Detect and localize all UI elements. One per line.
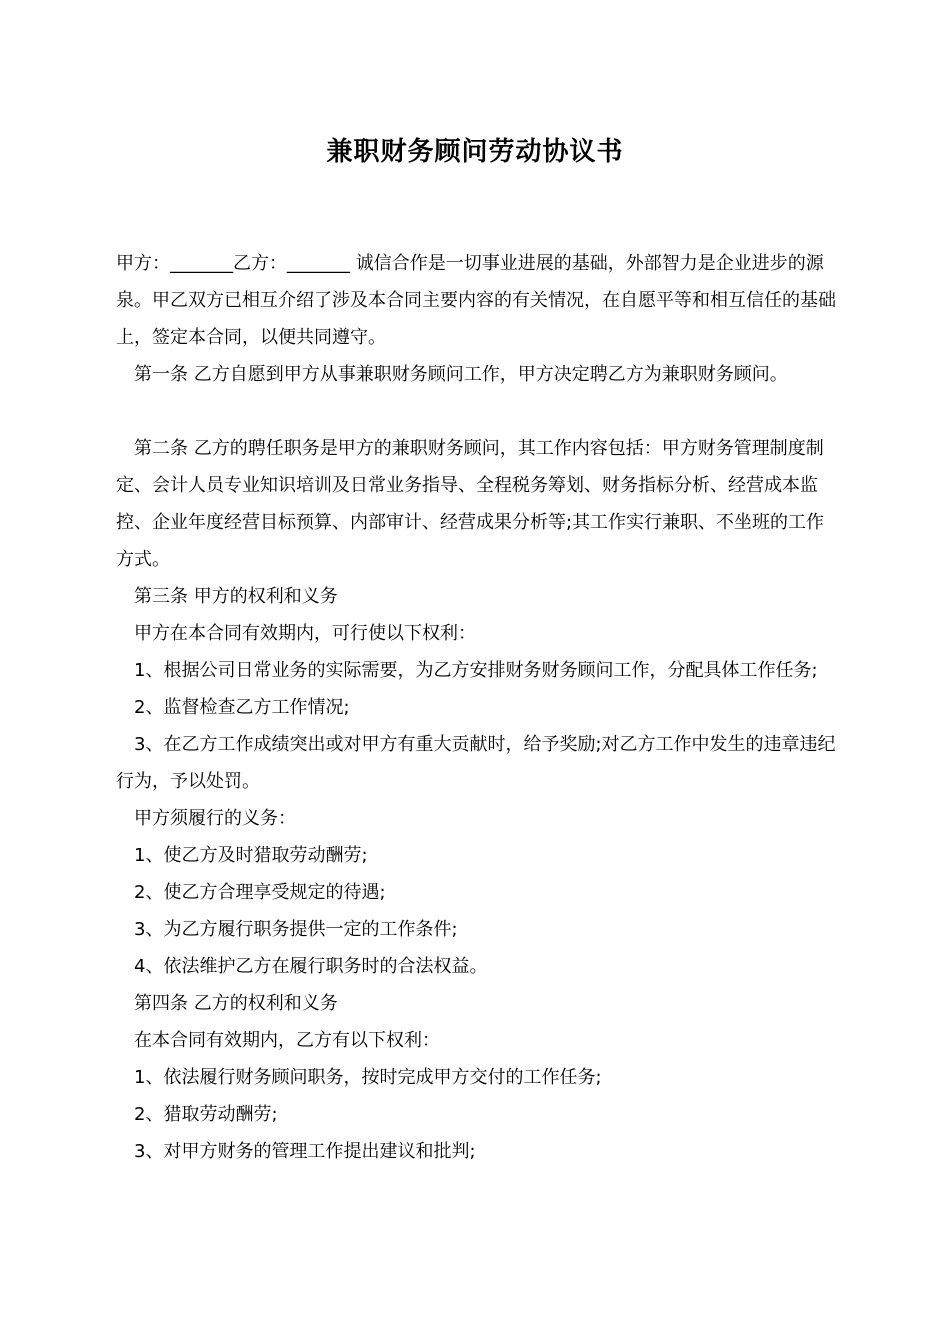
article-2: 第二条 乙方的聘任职务是甲方的兼职财务顾问，其工作内容包括：甲方财务管理制度制定、会计人员专业知识培训及日常业务指导、全程税务筹划、财务指标分析、经营成本监控、企业年度经营目标预算、内部审计、经营成果分析等;其工作实行兼职、不坐班的工作方式。: [116, 438, 825, 570]
article-1: 第一条 乙方自愿到甲方从事兼职财务顾问工作，甲方决定聘乙方为兼职财务顾问。: [134, 364, 788, 385]
party-b-right-1: 1、依法履行财务顾问职务，按时完成甲方交付的工作任务;: [134, 1067, 602, 1088]
party-a-right-2: 2、监督检查乙方工作情况;: [134, 697, 350, 718]
party-a-obligation-1: 1、使乙方及时猎取劳动酬劳;: [134, 845, 368, 866]
article-3-heading: 第三条 甲方的权利和义务: [134, 586, 338, 607]
party-a-right-3: 3、在乙方工作成绩突出或对甲方有重大贡献时，给予奖励;对乙方工作中发生的违章违纪行为，予以处罚。: [116, 734, 836, 792]
article-4-heading: 第四条 乙方的权利和义务: [134, 993, 338, 1014]
document-body: [116, 245, 838, 1170]
party-a-rights-intro: 甲方在本合同有效期内，可行使以下权利：: [134, 623, 476, 644]
party-b-right-3: 3、对甲方财务的管理工作提出建议和批判;: [134, 1141, 476, 1162]
party-a-obligation-3: 3、为乙方履行职务提供一定的工作条件;: [134, 919, 458, 940]
document-title: 兼职财务顾问劳动协议书: [326, 137, 624, 167]
intro-paragraph: 甲方：_______乙方：_______ 诚信合作是一切事业进展的基础，外部智力是企业进步的源泉。甲乙双方已相互介绍了涉及本合同主要内容的有关情况，在自愿平等和相互信任的基础上，签定本合同，以便共同遵守。: [116, 253, 836, 348]
blank-line: [116, 393, 838, 430]
party-a-right-1: 1、根据公司日常业务的实际需要，为乙方安排财务财务顾问工作，分配具体工作任务;: [134, 660, 818, 681]
party-a-obligation-4: 4、依法维护乙方在履行职务时的合法权益。: [134, 956, 488, 977]
party-a-obligations-intro: 甲方须履行的义务：: [134, 808, 296, 829]
party-b-right-2: 2、猎取劳动酬劳;: [134, 1104, 278, 1125]
party-b-rights-intro: 在本合同有效期内，乙方有以下权利：: [134, 1030, 440, 1051]
party-a-obligation-2: 2、使乙方合理享受规定的待遇;: [134, 882, 386, 903]
